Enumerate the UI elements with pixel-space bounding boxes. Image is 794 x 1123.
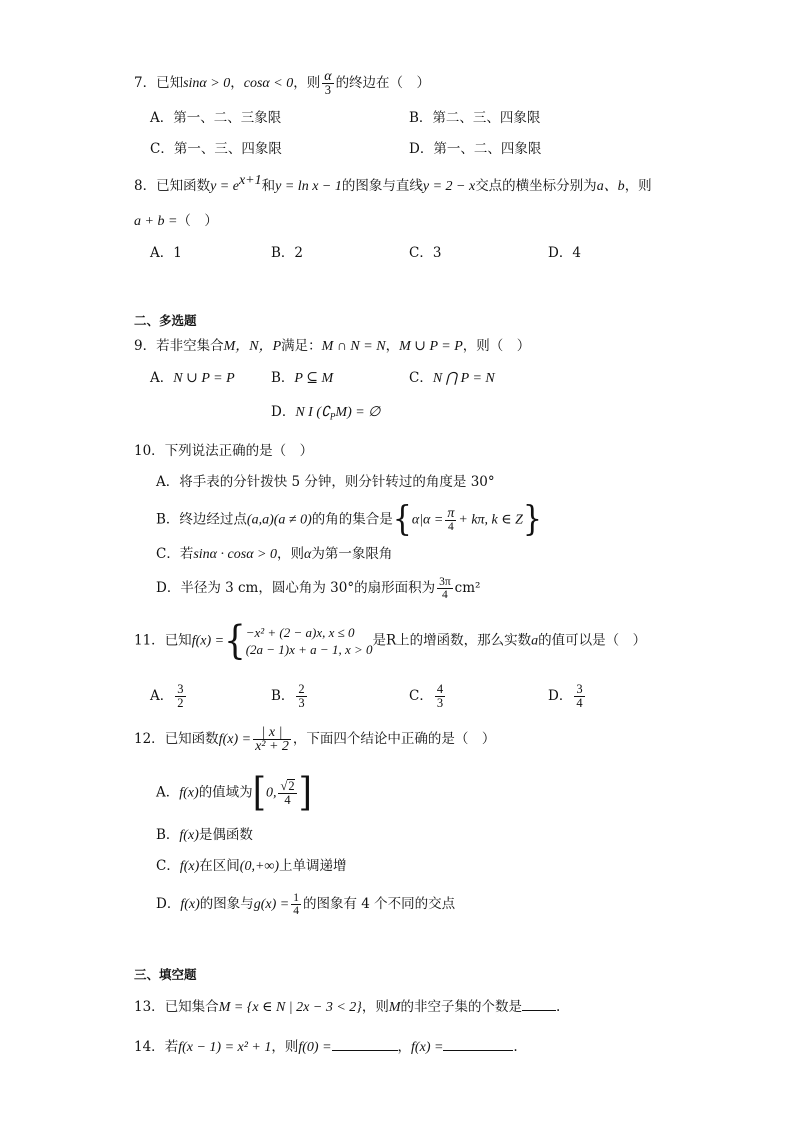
- q9-option-b: B．P ⊆ M: [271, 370, 334, 386]
- q10-option-d: D．半径为 3 cm，圆心角为 30°的扇形面积为 $\frac{3\pi}{4}$ cm²: [156, 576, 481, 601]
- answer-blank-f0[interactable]: [332, 1050, 398, 1051]
- q7-option-c: C．第一、三、四象限: [150, 141, 282, 157]
- q11-option-c: C． $\frac{4}{3}$: [409, 682, 444, 710]
- q12-option-d: D．f(x)的图象与g(x) = $\frac{1}{4}$ 的图象有 4 个不同的交点: [156, 892, 456, 917]
- q8-option-a: A．1: [150, 245, 182, 261]
- q9-option-a: A．N ∪ P = P: [150, 370, 235, 386]
- question-8-stem: 8．已知函数$y = e^{x+1}$和y = ln x − 1的图象与直线y = 2 − x交点的横坐标分别为a、b，则: [134, 173, 652, 194]
- question-13-stem: 13．已知集合M = {x ∈ N | 2x − 3 < 2}，则M的非空子集的个数是 .: [134, 999, 561, 1015]
- question-9-stem: 9．若非空集合M，N，P满足：M ∩ N = N，M ∪ P = P，则（ ）: [134, 338, 531, 354]
- q8-option-d: D．4: [548, 245, 581, 261]
- answer-blank-fx[interactable]: [443, 1050, 513, 1051]
- q8-option-b: B．2: [271, 245, 304, 261]
- q12-option-c: C．f(x)在区间(0,+∞)上单调递增: [156, 858, 347, 874]
- question-8-stem-cont: a + b =（ ）: [134, 213, 218, 229]
- question-11-stem: 11．已知f(x) ={ −x² + (2 − a)x, x ≤ 0 (2a − 1)x + a − 1, x > 0 是R上的增函数，那么实数a的值可以是（ ）: [134, 618, 647, 664]
- q10-option-b: B．终边经过点(a,a)(a ≠ 0)的角的集合是{α|α = $\frac{\pi}{4}$ + kπ, k ∈ Z}: [156, 499, 543, 540]
- q11-option-a: A． $\frac{3}{2}$: [150, 682, 184, 710]
- answer-blank[interactable]: [522, 1010, 556, 1011]
- question-7-stem: 7．已知sinα > 0，cosα < 0，则 $\frac{\alpha}{3}$ 的终边在（ ）: [134, 69, 431, 97]
- q7-option-d: D．第一、二、四象限: [409, 141, 542, 157]
- q10-option-a: A．将手表的分针拨快 5 分钟，则分针转过的角度是 30°: [156, 474, 495, 490]
- q10-option-c: C．若sinα · cosα > 0，则α为第一象限角: [156, 546, 393, 562]
- q12-option-a: A．f(x)的值域为[0, $\frac{√2}{4}$ ]: [156, 770, 312, 816]
- question-12-stem: 12．已知函数f(x) = $\frac{| x |}{\text{x² + 2}}$ ，下面四个结论中正确的是（ ）: [134, 725, 496, 754]
- q7-option-b: B．第二、三、四象限: [409, 110, 541, 126]
- q11-option-b: B． $\frac{2}{3}$: [271, 682, 305, 710]
- question-14-stem: 14．若f(x − 1) = x² + 1，则f(0) = ，f(x) = .: [134, 1039, 518, 1055]
- q8-option-c: C．3: [409, 245, 442, 261]
- q7-option-a: A．第一、二、三象限: [150, 110, 282, 126]
- section-heading-fill-in: 三、填空题: [134, 967, 197, 982]
- question-number: 7．: [134, 75, 157, 91]
- q9-option-c: C．N ⋂ P = N: [409, 370, 495, 386]
- q12-option-b: B．f(x)是偶函数: [156, 827, 253, 843]
- question-10-stem: 10．下列说法正确的是（ ）: [134, 443, 314, 459]
- q11-option-d: D． $\frac{3}{4}$: [548, 682, 583, 710]
- section-heading-multiple-choice: 二、多选题: [134, 313, 197, 328]
- fraction: $\frac{\alpha}{3}$: [324, 69, 332, 97]
- q9-option-d: D．N I $(∁_PM)$ = ∅: [271, 404, 381, 422]
